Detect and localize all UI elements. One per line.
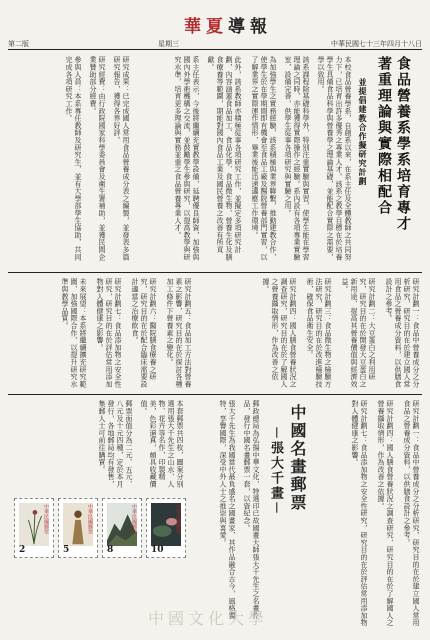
left-paragraph: 未來展望：本系將繼續擴充研究範圍，加強國際合作，以提升研究水準與教學品質。: [61, 278, 87, 388]
stamp-image: [146, 498, 186, 558]
article-paragraph: 該系課程除基礎科學外，特別注重實驗與實習，使學生能在學習理論之同時，亦能獲得實際操作之經驗。系內設有各項專業實驗室，設備完善，供學生從事各項研究與實驗之用。: [284, 56, 310, 261]
stamp-caption: 中華民國郵票: [87, 504, 93, 534]
left-article-upper: [8, 56, 130, 266]
stamp-article-body-cont: [8, 400, 184, 490]
stamp-image: [14, 498, 54, 558]
project-item: 研究計劃二：大豆蛋白之利用研究，研究目的在於開發大豆蛋白之新用途，提高其營養價值與經濟效益。: [341, 278, 376, 388]
stamp-denomination: 5: [63, 545, 70, 555]
lower-rule: [8, 394, 422, 395]
stamp-paragraph: 郵政總局為弘揚中華文化，特選印已故國畫大師張大千先生之名畫作品，發行中國名畫郵票一套，以資紀念。: [243, 400, 260, 619]
project-item: 研究計劃六：醫院膳食療養之研究，研究目的在於配合臨床需要設計適當之治療飲食。: [131, 278, 157, 388]
headline-2: 著重理論與實際相配合: [376, 56, 392, 216]
article-paragraph: 為加強學生之實務經驗，該系積極與業界聯繫，推動建教合作，使學生於在學期間即有機會至食品工廠及醫院營養部門實習，以了解業界之實際運作情形，畢業後能迅速適應工作環境。: [251, 56, 277, 261]
stamp-denomination: 8: [107, 545, 114, 555]
stamp-caption: 中華民國郵票: [131, 504, 137, 534]
masthead: [8, 6, 422, 46]
title-black: 導報: [228, 17, 272, 37]
lower-right-text: [308, 400, 420, 630]
stamp-paragraph: 張大千先生為我國當代最負盛名之國畫家，其作品融合古今，風格獨特，享譽國際，深受中外人士之推崇與喜愛。: [219, 400, 236, 619]
lower-paragraph: 研究計劃七：食品添加物之安全性研究，研究目的在於評估常用添加物對人體健康之影響。: [351, 400, 368, 627]
project-item: 研究計劃一：食品中營養成分之分析研究，研究目的在於建立國人常用食品之營養成分資料，以供膳食設計之參考。: [385, 278, 420, 388]
stamp-paragraph: 郵票面值分為二元、五元、八元及十元四種，定於本月發行，各地郵局均有發售，集郵人士可前往購買。: [98, 400, 133, 488]
lower-paragraph: 研究計劃一：食品中營養成分之分析研究，研究目的在於建立國人常用食品之營養成分資料，以供膳食設計之參考。: [403, 400, 420, 627]
lower-paragraph: 研究計劃四：國人膳食營養狀況之調查研究，研究目的在於了解國人之營養攝取情形，作為改善之依據。: [377, 400, 394, 627]
projects-left: [8, 278, 192, 388]
project-item: 研究計劃七：食品添加物之安全性研究，研究目的在於評估常用添加物對人體健康之影響。: [96, 278, 122, 388]
project-item: 研究計劃三：食品微生物之檢驗方法研究，研究目的在於改進檢驗技術，確保食品衛生安全。: [306, 278, 332, 388]
left-paragraph: 參與人員：本系專任教師及研究生，並有大學部學生協助，共同完成各項研究工作。: [65, 56, 82, 261]
title-red: 華夏: [184, 17, 228, 37]
article-paragraph: 此外，該系教師亦積極從事各項研究工作，並擬定多項研究計劃，內容涵蓋食品加工、食品化學、食品微生物、營養生化及膳食療養等範圍，期能對國內食品工業及國民營養之改善有所貢獻。: [207, 56, 242, 261]
projects-right: [198, 278, 420, 388]
article-body: [248, 56, 352, 266]
stamp-image: [58, 498, 98, 558]
headline-1: 食品營養系學系培育專才: [395, 56, 411, 232]
left-paragraph: 研究經費：由行政院國家科學委員會及衛生署補助，並獲民間企業贊助部分經費。: [89, 56, 106, 261]
article-paragraph: 本校食品營養學系，自創系以來，在系主任及全體教師之共同努力下，已培育出許多優秀之專業人才。該系之教學目標在於培養學生具備食品科學與營養學之理論基礎，並能配合實際之需要，學以致用。: [317, 56, 352, 261]
project-item: 研究計劃五：食品加工方法對營養素之影響，研究目的在於探討各種加工條件下營養素之變化。: [166, 278, 192, 388]
library-watermark: 中國文化大學: [148, 609, 269, 628]
page-number: 第二版: [8, 40, 29, 48]
project-item: 研究計劃四：國人膳食營養狀況之調查研究，研究目的在於了解國人之營養攝取情形，作為改善之依據。: [262, 278, 297, 388]
stamp-denomination: 2: [19, 545, 26, 555]
stamp-denomination: 10: [151, 545, 164, 555]
article-paragraph: 系主任表示，今後將繼續充實教學設備，延聘優良師資，加強與國內外學術機構之交流，並鼓勵學生參與研究，以提高教學與研究水準，培育更多理論與實務並重之食品營養專業人才。: [174, 56, 200, 261]
stamp-article-body: [190, 400, 260, 630]
weekday: 星期三: [158, 40, 179, 48]
stamp-paragraph: 本套郵票共四枚，圖案分別選用張大千先生之山水、人物、花卉等名作，印製精美，色彩逼真，頗具收藏價值。: [140, 400, 184, 488]
masthead-rule: [8, 49, 422, 50]
article-body-cont: [136, 56, 242, 266]
stamp-caption: 中華民國郵票: [43, 504, 49, 534]
left-paragraph: 研究成果：已完成國人常用食品營養成分表之編製，並發表多篇研究報告，獲得各界好評。: [113, 56, 130, 261]
byline: 並提倡建教合作擬研究計劃: [358, 78, 368, 186]
stamp-article-subtitle: －張大千畫－: [268, 426, 283, 517]
issue-date: 中華民國七十三年四月十八日: [331, 40, 422, 48]
stamp-caption: 中華民國郵票: [175, 504, 181, 534]
stamp-article-title: 中國名畫郵票: [288, 404, 307, 512]
newspaper-page: [8, 6, 422, 634]
middle-rule: [8, 272, 422, 273]
stamp-image: [102, 498, 142, 558]
newspaper-title: [158, 12, 298, 37]
